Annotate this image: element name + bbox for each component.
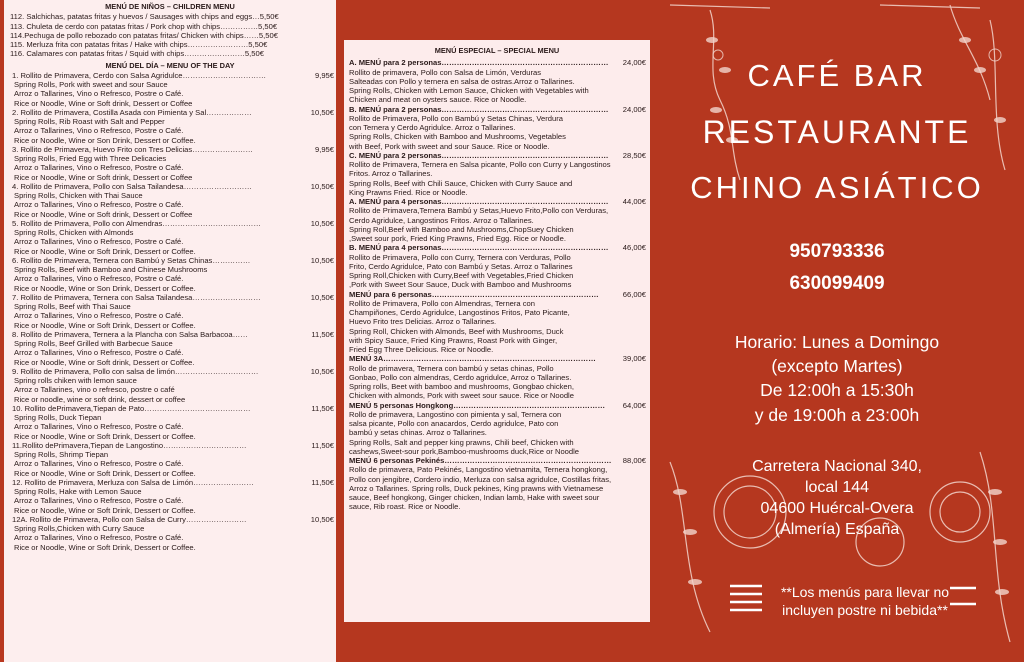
daily-menu-item-head xyxy=(12,515,336,524)
address-line-1: Carretera Nacional 340, xyxy=(752,458,922,475)
daily-menu-item-line: Arroz o Tallarines, Vino o Refresco, Postre o Café. xyxy=(14,459,184,469)
special-menu-item xyxy=(344,456,650,512)
daily-menu-item-line: Rice or Noodle, Wine or Soft Drink, Dessert or Coffee. xyxy=(14,246,196,256)
children-menu-list xyxy=(4,12,336,58)
special-menu-item xyxy=(344,243,650,289)
daily-menu-item xyxy=(4,515,336,552)
daily-menu-item-name: 2. Rollito de Primavera, Costilla Asada con Pimienta y Sal……………… xyxy=(12,107,252,117)
daily-menu-item-head xyxy=(12,108,336,117)
daily-menu-item-line: Arroz o Tallarines, Vino o Refresco, Postre o Café. xyxy=(14,126,184,136)
daily-menu-item xyxy=(4,441,336,478)
daily-menu-item-line: Rice or Noodle, Wine or Soft Drink, Dessert or Coffee. xyxy=(14,320,196,330)
special-menu-item-line: Spring Roll,Beef with Bamboo and Mushrooms,ChopSuey Chicken xyxy=(349,224,574,234)
daily-menu-item-line: Rice or Noodle, Wine or Son Drink, Dessert or Coffee. xyxy=(14,135,196,145)
daily-menu-item-head xyxy=(12,219,336,228)
special-menu-item-line: con Ternera y Cerdo Agridulce. Arroz o Tallarines. xyxy=(349,123,516,132)
daily-menu-item-line: Rice or Noodle, Wine or Soft drink, Dessert or Coffee xyxy=(14,172,193,182)
hours-line-3: De 12:00h a 15:30h xyxy=(760,380,914,400)
daily-menu-item-head xyxy=(12,330,336,339)
daily-menu-item xyxy=(4,330,336,367)
special-menu-title: MENÚ ESPECIAL – SPECIAL MENU xyxy=(434,46,560,55)
daily-menu-item-name: 8. Rollito de Primavera, Ternera a la Plancha con Salsa Barbacoa…… xyxy=(12,329,248,339)
daily-menu-item-head xyxy=(12,145,336,154)
special-menu-item-line: Rollito de Primavera,Ternera Bambú y Setas,Huevo Frito,Pollo con Verduras, xyxy=(349,206,609,216)
special-menu-item-head xyxy=(349,58,646,67)
special-menu-item-price: 28,50€ xyxy=(622,150,646,160)
special-menu-item-head xyxy=(349,105,646,114)
daily-menu-item-line: Rice or Noodle, Wine or Soft Drink, Dessert or Coffee. xyxy=(14,542,196,552)
special-menu-item-line: Rollito de Primavera, Ternera en Salsa picante, Pollo con Curry y Langostinos xyxy=(349,160,611,169)
hours-line-2: (excepto Martes) xyxy=(771,356,903,376)
special-menu-item-line: Rollo de primavera, Ternera con bambú y setas chinas, Pollo xyxy=(349,363,554,373)
daily-menu-item-price: 10,50€ xyxy=(310,292,334,302)
special-menu-item-price: 44,00€ xyxy=(622,197,646,206)
special-menu-item-price: 64,00€ xyxy=(622,400,646,410)
brand-line-3: CHINO ASIÁTICO xyxy=(690,170,984,205)
daily-menu-item-line: Spring Rolls, Chicken with Almonds xyxy=(14,228,134,237)
special-menu-item-price: 46,00€ xyxy=(622,243,646,253)
daily-menu-item-line: Spring Rolls,Chicken with Curry Sauce xyxy=(14,524,145,533)
daily-menu-item-name: 6. Rollito de Primavera, Ternera con Bambú y Setas Chinas…………… xyxy=(12,255,251,265)
daily-menu-item-line: Arroz o Tallarines, Vino o Refresco, Postre o Café. xyxy=(14,496,184,506)
special-menu-item-line: salsa picante, Pollo con anacardos, Cerdo agridulce, Pato con xyxy=(349,419,559,428)
daily-menu-item-line: Arroz o Tallarines, vino o refresco, postre o café xyxy=(14,385,175,395)
daily-menu-item xyxy=(4,182,336,219)
daily-menu-list xyxy=(4,71,336,552)
daily-menu-item-price: 11,50€ xyxy=(311,329,334,339)
daily-menu-item-name: 12A. Rollito de Primavera, Pollo con Salsa de Curry…………………… xyxy=(12,514,247,524)
daily-menu-item-line: Spring Rolls, Fried Egg with Three Delicacies xyxy=(14,154,167,163)
daily-menu-item-name: 5. Rollito de Primavera, Pollo con Almendras………………………………… xyxy=(12,218,261,228)
daily-menu-item xyxy=(4,71,336,108)
address-line-3: 04600 Huércal-Overa xyxy=(760,500,914,517)
special-menu-item-name: MENÚ 3A………………………………………………………………………… xyxy=(349,354,596,364)
takeaway-note: **Los menús para llevar no incluyen postre ni bebida** xyxy=(780,584,950,618)
daily-menu-item-line: Spring Rolls, Shrimp Tiepan xyxy=(14,450,109,459)
hours-line-4: y de 19:00h a 23:00h xyxy=(754,405,920,425)
daily-menu-item xyxy=(4,256,336,293)
special-menu-item-head xyxy=(349,290,646,299)
daily-menu-item-name: 3. Rollito de Primavera, Huevo Frito con Tres Delicias…………………… xyxy=(12,144,253,154)
special-menu-item-line: bambú y setas chinas. Arroz o Tallarines. xyxy=(349,428,487,438)
special-menu-item-line: Spring Rolls, Chicken with Bamboo and Mushrooms, Vegetables xyxy=(349,132,566,142)
daily-menu-item-price: 10,50€ xyxy=(310,218,334,228)
special-menu-item-line: Gonbao, Pollo con almendras, Cerdo agridulce, Arroz o Tallarines. xyxy=(349,372,572,382)
daily-menu-item-line: Arroz o Tallarines, Vino o Refresco, Postre o Café. xyxy=(14,200,184,210)
special-menu-item-line: Rollito de Primavera, Pollo con Almendras, Ternera con xyxy=(349,298,535,308)
special-menu-item-line: Cerdo Agridulce, Langostinos Fritos. Arroz o Tallarines. xyxy=(349,215,534,225)
special-menu-item-line: Rollito de Primavera, Pollo con Curry, Ternera con Verduras, Pollo xyxy=(349,252,571,262)
daily-menu-item-line: Spring Rolls, Chicken with Thai Sauce xyxy=(14,191,143,200)
special-menu-item-price: 24,00€ xyxy=(622,104,646,114)
special-menu-item-line: ,Sweet sour pork, Fried King Prawns, Fried Egg. Rice or Noodle. xyxy=(349,234,566,243)
special-menu-item-line: Chicken and meat on oysters sauce. Rice or Noodle. xyxy=(349,95,527,105)
daily-menu-item-price: 10,50€ xyxy=(310,366,334,376)
special-menu-item-name: A. MENÚ para 2 personas………………………………………………………… xyxy=(349,58,609,68)
special-menu-item-line: Spring Rolls, Chicken with Lemon Sauce, Chicken with Vegetables with xyxy=(349,86,589,95)
special-menu-item-line: cashews,Sweet-sour pork,Bamboo-mushrooms duck,Rice or Noodle xyxy=(349,446,580,456)
daily-menu-item-line: Spring Rolls, Pork with sweet and sour Sauce xyxy=(14,80,168,89)
special-menu-item xyxy=(344,58,650,104)
special-menu-item-line: Huevo Frito tres Delicias. Arroz o Tallarines. xyxy=(349,317,497,327)
daily-menu-item-name: 4. Rollito de Primavera, Pollo con Salsa Tailandesa……………………… xyxy=(12,181,252,191)
special-menu-item xyxy=(344,401,650,457)
daily-menu-item-head xyxy=(12,71,336,80)
special-menu-item-line: with Beef, Pork with sweet and sour Sauce. Rice or Noodle. xyxy=(349,141,550,151)
daily-menu-item xyxy=(4,404,336,441)
special-menu-item-line: Champiñones, Cerdo Agridulce, Langostinos Fritos, Pato Picante, xyxy=(349,308,570,317)
special-menu-item-line: Arroz o Tallarines. Spring rolls, Duck pekines, King prawns with Vietnamese xyxy=(349,483,604,493)
daily-menu-item-line: Rice or Noodle, Wine or Soft drink, Dessert or Coffee xyxy=(14,98,193,108)
daily-menu-item-line: Arroz o Tallarines, Vino o Refresco, Postre o Café. xyxy=(14,422,184,432)
daily-menu-item-name: 12. Rollito de Primavera, Merluza con Salsa de Limón…………………… xyxy=(12,477,254,487)
daily-menu-item xyxy=(4,478,336,515)
special-menu-item-head xyxy=(349,243,646,252)
daily-menu-item-head xyxy=(12,404,336,413)
daily-menu-item-price: 10,50€ xyxy=(310,107,334,117)
address-line-4: (Almería) España xyxy=(774,521,900,538)
special-menu-item-line: Rollito de primavera, Pollo con Salsa de Limón, Verduras xyxy=(349,67,542,77)
hours-line-1: Horario: Lunes a Domingo xyxy=(734,332,940,352)
brand-line-1: CAFÉ BAR xyxy=(747,58,927,93)
daily-menu-item-line: Rice or Noodle, Wine or Soft drink, Dessert or Coffee. xyxy=(14,357,195,367)
daily-menu-item-head xyxy=(12,478,336,487)
daily-menu-item-line: Arroz o Tallarines, Vino o Refresco, Postre o Café. xyxy=(14,163,184,173)
special-menu-item xyxy=(344,197,650,243)
special-menu-item-line: Salteadas con Pollo y ternera en salsa de ostras.Arroz o Tallarines. xyxy=(349,76,575,86)
address-line-2: local 144 xyxy=(804,479,870,496)
children-menu-item: 116. Calamares con patatas fritas / Squid with chips……………………5,50€ xyxy=(10,49,264,59)
special-menu-item-name: A. MENÚ para 4 personas………………………………………………………… xyxy=(349,197,609,206)
special-menu-item-line: King Prawns Fried. Rice or Noodle. xyxy=(349,187,468,197)
daily-menu-item-line: Spring Rolls, Beef with Bamboo and Chinese Mushrooms xyxy=(14,265,208,274)
daily-menu-item xyxy=(4,108,336,145)
daily-menu-item-line: Arroz o Tallarines, Vino o Refresco, Postre o Café. xyxy=(14,274,184,284)
special-menu-item xyxy=(344,290,650,355)
daily-menu-item-line: Rice or Noodle, Wine or Son Drink, Dessert or Coffee. xyxy=(14,283,196,293)
daily-menu-item xyxy=(4,145,336,182)
daily-menu-item-head xyxy=(12,256,336,265)
children-menu-item: 114.Pechuga de pollo rebozado con patatas fritas/ Chicken with chips……5,50€ xyxy=(10,30,278,40)
special-menu-item-line: ,Pork with Sweet Sour Sauce, Duck with Bamboo and Mushrooms xyxy=(349,280,572,290)
daily-menu-item-line: Spring Rolls, Hake with Lemon Sauce xyxy=(14,487,142,496)
daily-menu-item-line: Rice or Noodle, Wine or Soft drink, Dessert or Coffee xyxy=(14,209,193,219)
daily-menu-item-head xyxy=(12,367,336,376)
special-menu-item-name: B. MENÚ para 4 personas………………………………………………………… xyxy=(349,243,609,253)
special-menu-item-head xyxy=(349,456,646,465)
daily-menu-item-price: 9,95€ xyxy=(314,70,334,80)
special-menu-item-line: Rollo de primavera, Pato Pekinés, Langostino vietnamita, Ternera hongkong, xyxy=(349,465,608,475)
special-menu-panel xyxy=(344,40,650,622)
special-menu-item-line: Pollo con jengibre, Cordero indio, Merluza con salsa agridulce, Costillas fritas, xyxy=(349,474,612,484)
daily-menu-item-price: 9,95€ xyxy=(314,144,334,154)
special-menu-item-line: Spring rolls, Beet with bamboo and mushrooms, Gongbao chicken, xyxy=(349,382,574,391)
special-menu-item-line: Spring Roll, Chicken with Almonds, Beef with Mushrooms, Duck xyxy=(349,326,564,336)
daily-menu-item-head xyxy=(12,182,336,191)
special-menu-item-head xyxy=(349,354,646,363)
brand-line-2: RESTAURANTE xyxy=(702,114,972,150)
special-menu-item xyxy=(344,105,650,151)
daily-menu-item-head xyxy=(12,293,336,302)
special-menu-item-line: Fritos. Arroz o Tallarines. xyxy=(349,169,433,179)
special-menu-item-line: Spring Roll,Chicken with Curry,Beef with Vegetables,Fried Chicken xyxy=(349,271,574,280)
daily-menu-item xyxy=(4,219,336,256)
left-menu-panel xyxy=(4,0,336,662)
daily-menu-item-name: 10. Rollito dePrimavera,Tiepan de Pato…………………………………… xyxy=(12,403,251,413)
special-menu-item-name: B. MENÚ para 2 personas………………………………………………………… xyxy=(349,104,609,114)
daily-menu-item-line: Spring Rolls, Beef with Thai Sauce xyxy=(14,302,131,311)
daily-menu-item-name: 1. Rollito de Primavera, Cerdo con Salsa Agridulce…………………………… xyxy=(12,70,267,80)
daily-menu-item-line: Spring rolls chiken with lemon sauce xyxy=(14,376,137,385)
daily-menu-item-price: 10,50€ xyxy=(310,514,334,524)
special-menu-item xyxy=(344,151,650,197)
daily-menu-item-line: Arroz o Tallarines, Vino o Refresco, Postre o Café. xyxy=(14,237,184,247)
special-menu-item-line: Frito, Cerdo Agridulce, Pato con Bambú y Setas. Arroz o Tallarines xyxy=(349,261,573,271)
special-menu-item-line: sauce, Rib roast. Rice or Noodle. xyxy=(349,502,461,512)
daily-menu-item-name: 11.Rollito dePrimavera,Tiepan de Langostino…………………………… xyxy=(12,440,247,450)
children-menu-title: MENÚ DE NIÑOS – CHILDREN MENU xyxy=(105,2,235,11)
daily-menu-item-line: Spring Rolls, Rib Roast with Salt and Pepper xyxy=(14,117,165,126)
special-menu-item-line: Spring Rolls, Salt and pepper king prawns, Chili beef, Chicken with xyxy=(349,437,574,447)
special-menu-item-line: with Spicy Sauce, Fried King Prawns, Roast Pork with Ginger, xyxy=(349,335,558,345)
daily-menu-item-price: 11,50€ xyxy=(311,440,334,450)
special-menu-item-line: Fried Egg Three Delicious. Rice or Noodle. xyxy=(349,345,494,354)
special-menu-item-head xyxy=(349,401,646,410)
special-menu-item-price: 88,00€ xyxy=(622,456,646,465)
daily-menu-item-price: 10,50€ xyxy=(310,181,334,191)
phone-2: 630099409 xyxy=(789,273,885,294)
children-menu-item: 113. Chuleta de cerdo con patatas fritas / Pork chop with chips……………5,50€ xyxy=(10,21,278,31)
daily-menu-item-line: Rice or Noodle, Wine or Soft Drink, Dessert or Coffee. xyxy=(14,431,196,441)
special-menu-item-price: 39,00€ xyxy=(622,354,646,364)
brand-panel xyxy=(650,0,1024,662)
daily-menu-item-line: Rice or noodle, wine or soft drink, dessert or coffee xyxy=(14,394,186,404)
daily-menu-item-line: Rice or Noodle, Wine or Soft Drink, Dessert or Coffee. xyxy=(14,505,196,515)
daily-menu-item-line: Arroz o Tallarines, Vino o Refresco, Postre o Café. xyxy=(14,533,184,543)
special-menu-item-head xyxy=(349,197,646,206)
daily-menu-item xyxy=(4,293,336,330)
daily-menu-item-line: Rice or Noodle, Wine or Soft Drink, Dessert or Coffee. xyxy=(14,468,196,478)
daily-menu-item-name: 7. Rollito de Primavera, Ternera con Salsa Tailandesa……………………… xyxy=(12,292,261,302)
special-menu-item-name: C. MENÚ para 2 personas………………………………………………………… xyxy=(349,150,609,160)
daily-menu-item-price: 10,50€ xyxy=(310,255,334,265)
phone-1: 950793336 xyxy=(789,241,885,262)
children-menu-item: 112. Salchichas, patatas fritas y huevos / Sausages with chips and eggs…5,50€ xyxy=(10,12,279,22)
special-menu-item-name: MENÚ 6 personas Pekinés………………………………………………………… xyxy=(349,456,612,465)
special-menu-item-name: MENÚ 5 personas Hongkong…………………………………………………… xyxy=(349,400,606,410)
special-menu-list xyxy=(344,58,650,511)
special-menu-item-line: Rollo de primavera, Langostino con pimienta y sal, Ternera con xyxy=(349,409,562,419)
special-menu-item-price: 24,00€ xyxy=(622,58,646,68)
daily-menu-item-line: Arroz o Tallarines, Vino o Refresco, Postre o Café. xyxy=(14,89,184,99)
special-menu-item-name: MENÚ para 6 personas………………………………………………………… xyxy=(349,289,599,299)
special-menu-item-line: Spring Rolls, Beef with Chili Sauce, Chicken with Curry Sauce and xyxy=(349,178,573,188)
daily-menu-item-line: Spring Rolls, Beef Grilled with Barbecue Sauce xyxy=(14,339,173,348)
daily-menu-item-name: 9. Rollito de Primavera, Pollo con salsa de limón…………………………… xyxy=(12,366,259,376)
daily-menu-item-line: Arroz o Tallarines, Vino o Refresco, Postre o Café. xyxy=(14,348,184,358)
daily-menu-item-head xyxy=(12,441,336,450)
special-menu-item-price: 66,00€ xyxy=(622,289,646,299)
daily-menu-item-price: 11,50€ xyxy=(311,477,334,487)
daily-menu-item-line: Arroz o Tallarines, Vino o Refresco, Postre o Café. xyxy=(14,311,184,321)
daily-menu-title: MENÚ DEL DÍA – MENU OF THE DAY xyxy=(105,60,235,70)
daily-menu-item-price: 11,50€ xyxy=(311,403,334,413)
daily-menu-item-line: Spring Rolls, Duck Tiepan xyxy=(14,413,102,422)
special-menu-item xyxy=(344,354,650,400)
special-menu-item-head xyxy=(349,151,646,160)
daily-menu-item xyxy=(4,367,336,404)
children-menu-item: 115. Merluza frita con patatas fritas / Hake with chips……………………5,50€ xyxy=(10,40,268,49)
special-menu-item-line: Rollito de Primavera, Pollo con Bambú y Setas Chinas, Verdura xyxy=(349,113,563,123)
special-menu-item-line: Chicken with almonds, Pork with sweet sour sauce. Rice or Noodle xyxy=(349,391,574,401)
special-menu-item-line: sauce, Beef hongkong, Ginger chicken, Indian lamb, Hake with sweet sour xyxy=(349,493,600,502)
